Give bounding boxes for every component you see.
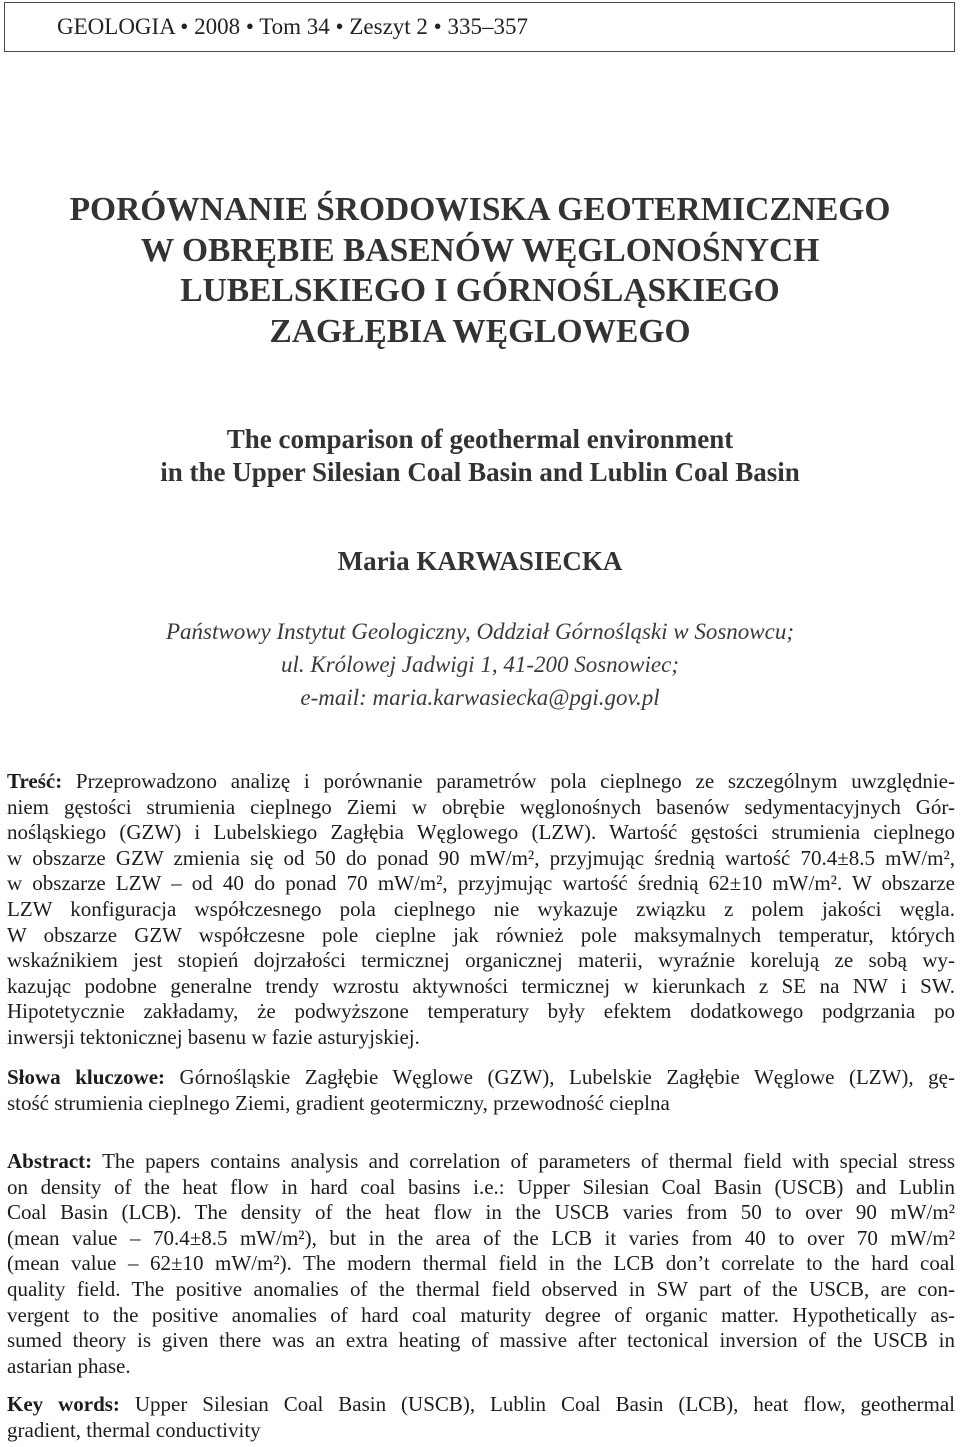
abstract-english-label: Abstract: <box>7 1149 93 1173</box>
title-english-line: The comparison of geothermal environment <box>226 424 734 454</box>
title-english-line: in the Upper Silesian Coal Basin and Lublin Coal Basin <box>160 457 800 487</box>
abstract-polish-label: Treść: <box>7 769 63 793</box>
keywords-english-text: Upper Silesian Coal Basin (USCB), Lublin Coal Basin (LCB), heat flow, geothermal <box>134 1392 956 1416</box>
abstract-polish-text: Przeprowadzono analizę i porównanie parametrów pola cieplnego ze szczególnym uwzględnie- <box>75 769 955 793</box>
keywords-polish-line <box>7 1065 955 1091</box>
keywords-polish-text: Górnośląskie Zagłębie Węglowe (GZW), Lubelskie Zagłębie Węglowe (LZW), gę- <box>179 1065 955 1089</box>
author-block <box>0 545 960 578</box>
abstract-polish-line: LZW konfiguracja współczesnego pola cieplnego nie wykazuje związku z polem jakości węgla. <box>7 896 955 921</box>
abstract-polish-line: w obszarze GZW zmienia się od 50 do ponad 90 mW/m², przyjmując średnią wartość 70.4±8.5 mW/m², <box>7 845 955 870</box>
abstract-english-line: (mean value – 62±10 mW/m²). The modern thermal field in the LCB don’t correlate to the hard coal <box>7 1251 955 1276</box>
abstract-english-line: astarian phase. <box>7 1353 131 1378</box>
abstract-english <box>7 1149 955 1379</box>
keywords-english-label: Key words: <box>7 1392 120 1416</box>
abstract-polish-line: W obszarze GZW współczesne pole cieplne jak również pole maksymalnych temperatur, których <box>7 922 955 947</box>
affiliation-line: Państwowy Instytut Geologiczny, Oddział Górnośląski w Sosnowcu; <box>165 619 794 644</box>
affiliation-line: ul. Królowej Jadwigi 1, 41-200 Sosnowiec; <box>280 652 679 677</box>
title-english <box>0 423 960 489</box>
title-polish-line: ZAGŁĘBIA WĘGLOWEGO <box>269 312 691 350</box>
title-polish <box>0 190 960 352</box>
abstract-polish-line: wskaźnikiem jest stopień dojrzałości termicznej organicznej materii, wyraźnie korelują ze sobą wy- <box>7 948 955 973</box>
journal-header <box>4 2 955 52</box>
abstract-polish-line: w obszarze LZW – od 40 do ponad 70 mW/m², przyjmując wartość średnią 62±10 mW/m². W obszarze <box>7 871 955 896</box>
abstract-polish <box>7 769 955 1051</box>
journal-citation: GEOLOGIA • 2008 • Tom 34 • Zeszyt 2 • 335–357 <box>57 14 528 39</box>
author-name: Maria KARWASIECKA <box>337 546 623 576</box>
keywords-polish-line: stość strumienia cieplnego Ziemi, gradient geotermiczny, przewodność cieplna <box>7 1090 670 1115</box>
keywords-polish-label: Słowa kluczowe: <box>7 1065 166 1089</box>
abstract-english-line: on density of the heat flow in hard coal basins i.e.: Upper Silesian Coal Basin (USCB) and Lublin <box>7 1174 955 1199</box>
keywords-english-line <box>7 1392 955 1418</box>
title-polish-line: LUBELSKIEGO I GÓRNOŚLĄSKIEGO <box>180 272 780 309</box>
keywords-english-line: gradient, thermal conductivity <box>7 1417 261 1442</box>
abstract-english-line: vergent to the positive anomalies of hard coal maturity degree of organic matter. Hypothetically as- <box>7 1302 955 1327</box>
abstract-english-text: The papers contains analysis and correlation of parameters of thermal field with special stress <box>102 1149 955 1173</box>
abstract-polish-line: kazując podobne generalne trendy wzrostu aktywności termicznej w kierunkach z SE na NW i SW. <box>7 973 955 998</box>
abstract-polish-line: niem gęstości strumienia cieplnego Ziemi w obrębie węglonośnych basenów sedymentacyjnych Gór- <box>7 794 955 819</box>
title-polish-line: PORÓWNANIE ŚRODOWISKA GEOTERMICZNEGO <box>69 191 891 228</box>
abstract-polish-line: nośląskiego (GZW) i Lubelskiego Zagłębia Węglowego (LZW). Wartość gęstości strumienia cieplnego <box>7 820 955 845</box>
abstract-english-line: Coal Basin (LCB). The density of the heat flow in the USCB varies from 50 to over 90 mW/m² <box>7 1200 955 1225</box>
abstract-english-line: (mean value – 70.4±8.5 mW/m²), but in the area of the LCB it varies from 40 to over 70 mW/m² <box>7 1225 955 1250</box>
keywords-english <box>7 1392 955 1443</box>
abstract-polish-line: inwersji tektonicznej basenu w fazie asturyjskiej. <box>7 1024 420 1049</box>
abstract-english-line: sumed theory is given there was an extra heating of massive after tectonical inversion of the USCB in <box>7 1328 955 1353</box>
abstract-polish-line: Hipotetycznie zakładamy, że podwyższone temperatury były efektem dodatkowego podgrzania po <box>7 999 955 1024</box>
abstract-english-line: quality field. The positive anomalies of the thermal field observed in SW part of the USCB, are con- <box>7 1276 955 1301</box>
abstract-english-line <box>7 1149 955 1175</box>
affiliation-email: e-mail: maria.karwasiecka@pgi.gov.pl <box>300 685 660 710</box>
keywords-polish <box>7 1065 955 1116</box>
affiliation <box>0 615 960 714</box>
title-polish-line: W OBRĘBIE BASENÓW WĘGLONOŚNYCH <box>140 231 820 269</box>
abstract-polish-line <box>7 769 955 795</box>
